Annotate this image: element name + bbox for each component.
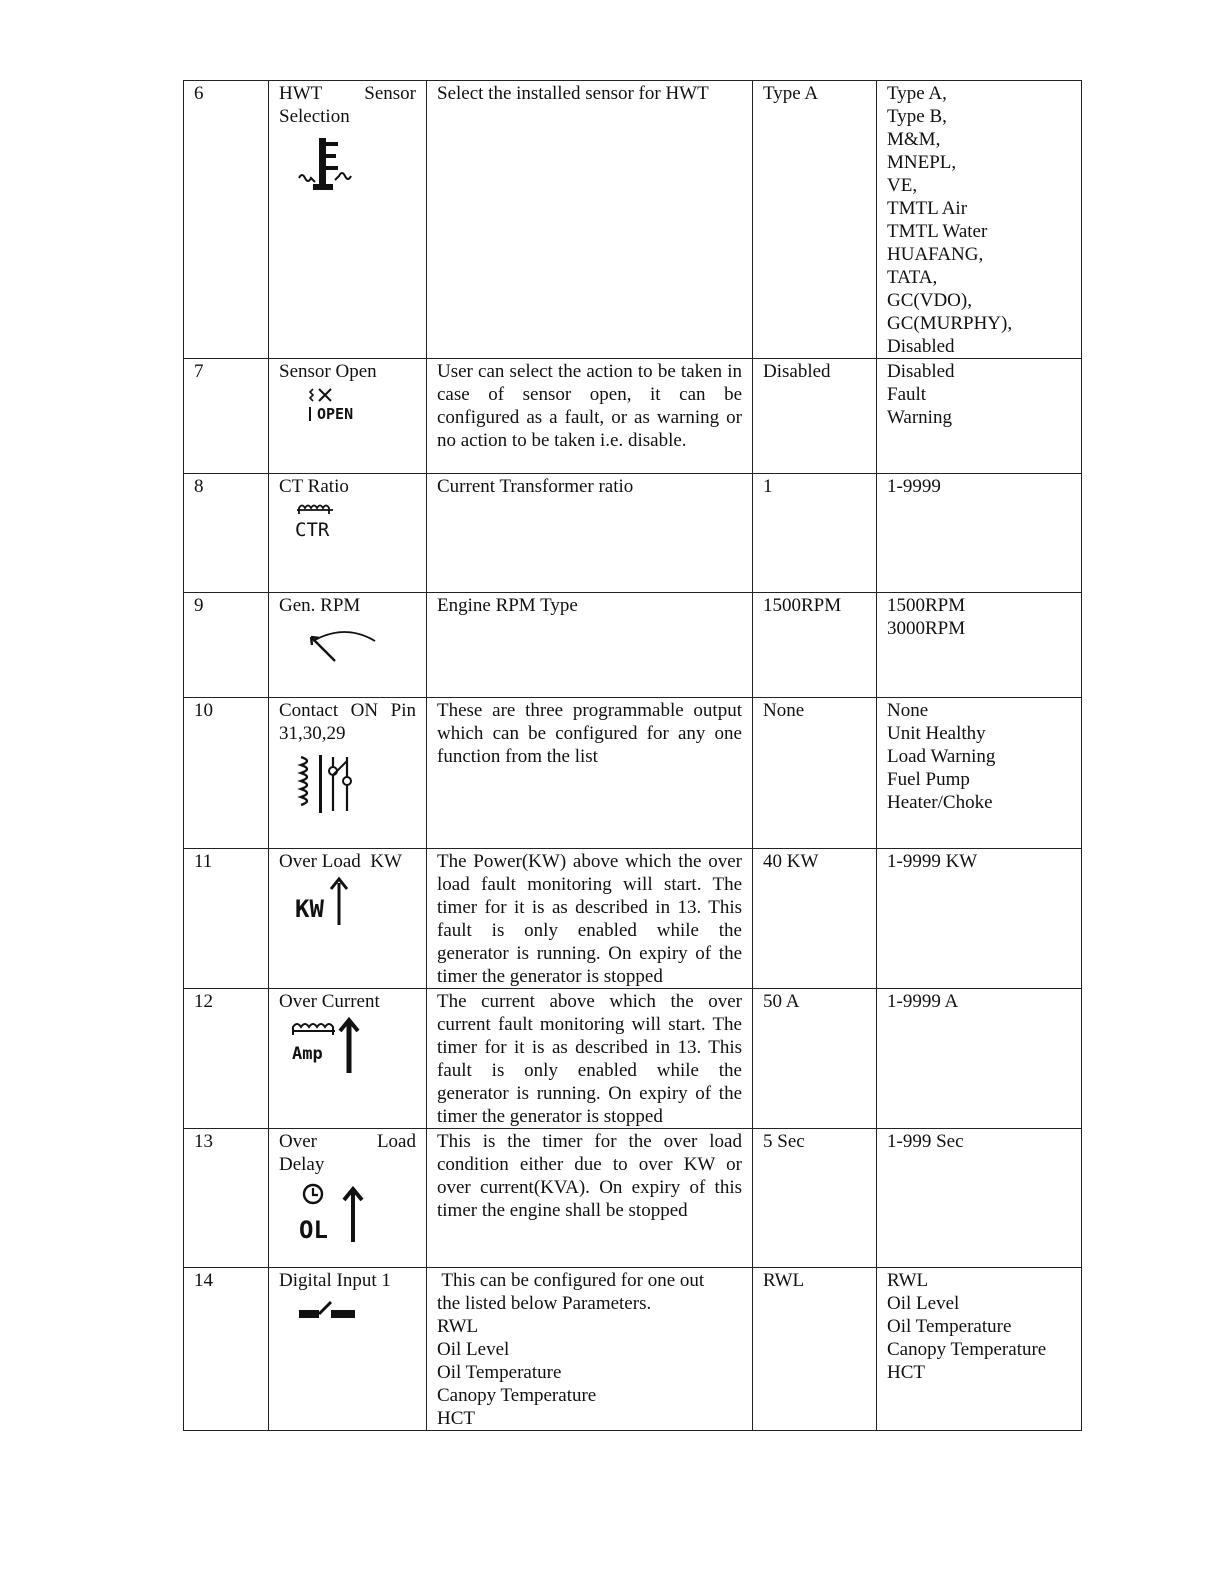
range-list: [877, 81, 1082, 359]
table-row: [184, 81, 1082, 359]
row-number: 7: [184, 359, 269, 474]
row-number: 12: [184, 989, 269, 1129]
row-number: 9: [184, 593, 269, 698]
range-list: [877, 849, 1082, 989]
parameter-cell: [269, 989, 427, 1129]
row-number: 6: [184, 81, 269, 359]
range-item: HCT: [887, 1362, 925, 1383]
icon-label: OPEN: [317, 405, 354, 423]
table-row: [184, 849, 1082, 989]
range-list: [877, 698, 1082, 849]
description: [427, 1268, 753, 1431]
range-item: TATA,: [887, 267, 938, 288]
parameter-name: Over Load: [279, 1131, 416, 1152]
description: The current above which the over current fault monitoring will start. The timer for it is as described in 13. This fault is only enabled while the generator is running. On expiry of the timer the generator is stopped: [427, 989, 753, 1129]
default-value: 50 A: [753, 989, 877, 1129]
digital-input-switch-icon: [297, 1296, 367, 1326]
description-line: Oil Temperature: [437, 1362, 562, 1383]
icon-label: Amp: [292, 1044, 323, 1064]
parameter-cell: [269, 81, 427, 359]
row-number: 13: [184, 1129, 269, 1268]
ct-ratio-icon: [293, 502, 363, 542]
kw-up-arrow-icon: [293, 875, 363, 927]
default-value: 5 Sec: [753, 1129, 877, 1268]
parameter-name: Over Load KW: [279, 851, 402, 872]
range-item: VE,: [887, 175, 918, 196]
description: The Power(KW) above which the over load fault monitoring will start. The timer for it is as described in 13. This fault is only enabled while the generator is running. On expiry of the timer the generator is stopped: [427, 849, 753, 989]
parameter-name: Gen. RPM: [279, 595, 361, 616]
parameter-cell: [269, 698, 427, 849]
range-list: [877, 593, 1082, 698]
description-line: This can be configured for one out: [437, 1270, 705, 1291]
range-item: TMTL Water: [887, 221, 988, 242]
range-item: GC(VDO),: [887, 290, 972, 311]
rpm-gauge-icon: [307, 629, 387, 669]
range-item: Type A,: [887, 83, 947, 104]
range-item: 1-9999: [887, 476, 941, 497]
table-row: [184, 698, 1082, 849]
range-item: Heater/Choke: [887, 792, 993, 813]
parameter-cell: [269, 1268, 427, 1431]
range-list: [877, 989, 1082, 1129]
relay-contact-icon: [297, 753, 367, 817]
range-item: Disabled: [887, 336, 955, 357]
default-value: RWL: [753, 1268, 877, 1431]
description: Current Transformer ratio: [427, 474, 753, 593]
range-item: 3000RPM: [887, 618, 966, 639]
icon-label: KW: [295, 895, 324, 923]
table-row: [184, 1129, 1082, 1268]
parameter-cell: [269, 1129, 427, 1268]
overload-delay-icon: [297, 1182, 377, 1244]
icon-label: CTR: [295, 519, 330, 541]
hwt-sensor-icon: [297, 134, 367, 198]
range-list: [877, 1129, 1082, 1268]
range-item: Load Warning: [887, 746, 996, 767]
description-line: the listed below Parameters.: [437, 1293, 652, 1314]
description: Select the installed sensor for HWT: [427, 81, 753, 359]
parameter-name: Sensor Open: [279, 361, 377, 382]
range-item: Unit Healthy: [887, 723, 986, 744]
range-item: 1-999 Sec: [887, 1131, 964, 1152]
range-item: Canopy Temperature: [887, 1339, 1047, 1360]
sensor-open-icon: [307, 387, 377, 423]
amp-up-arrow-icon: [291, 1015, 371, 1077]
parameter-name: Over Current: [279, 991, 380, 1012]
description-line: RWL: [437, 1316, 479, 1337]
range-item: Disabled: [887, 361, 955, 382]
description: Engine RPM Type: [427, 593, 753, 698]
parameter-name-cont: Selection: [279, 106, 350, 127]
parameter-name: HWT Sensor: [279, 83, 416, 104]
row-number: 10: [184, 698, 269, 849]
table-row: [184, 593, 1082, 698]
range-list: [877, 359, 1082, 474]
parameter-table: [183, 80, 1082, 1431]
default-value: 40 KW: [753, 849, 877, 989]
parameter-name-cont: Delay: [279, 1154, 325, 1175]
description-line: Canopy Temperature: [437, 1385, 597, 1406]
range-item: 1-9999 KW: [887, 851, 978, 872]
parameter-cell: [269, 474, 427, 593]
parameter-cell: [269, 593, 427, 698]
default-value: Type A: [753, 81, 877, 359]
table-row: [184, 1268, 1082, 1431]
parameter-name: Digital Input 1: [279, 1270, 391, 1291]
default-value: None: [753, 698, 877, 849]
default-value: Disabled: [753, 359, 877, 474]
description: These are three programmable output which can be configured for any one function from the list: [427, 698, 753, 849]
description-line: Oil Level: [437, 1339, 510, 1360]
icon-label: OL: [299, 1216, 328, 1244]
range-item: HUAFANG,: [887, 244, 984, 265]
range-item: Type B,: [887, 106, 947, 127]
range-item: RWL: [887, 1270, 929, 1291]
range-list: [877, 1268, 1082, 1431]
table-row: [184, 359, 1082, 474]
range-item: M&M,: [887, 129, 941, 150]
row-number: 14: [184, 1268, 269, 1431]
range-item: GC(MURPHY),: [887, 313, 1013, 334]
description: This is the timer for the over load condition either due to over KW or over current(KVA). On expiry of this timer the engine shall be stopped: [427, 1129, 753, 1268]
row-number: 11: [184, 849, 269, 989]
parameter-cell: [269, 849, 427, 989]
range-item: Oil Level: [887, 1293, 960, 1314]
range-item: 1-9999 A: [887, 991, 959, 1012]
parameter-name-cont: 31,30,29: [279, 723, 346, 744]
range-item: Oil Temperature: [887, 1316, 1012, 1337]
default-value: 1: [753, 474, 877, 593]
row-number: 8: [184, 474, 269, 593]
range-list: [877, 474, 1082, 593]
parameter-name: CT Ratio: [279, 476, 349, 497]
range-item: TMTL Air: [887, 198, 968, 219]
description: User can select the action to be taken in case of sensor open, it can be configured as a fault, or as warning or no action to be taken i.e. disable.: [427, 359, 753, 474]
default-value: 1500RPM: [753, 593, 877, 698]
range-item: None: [887, 700, 929, 721]
description-line: HCT: [437, 1408, 475, 1429]
parameter-cell: [269, 359, 427, 474]
range-item: Fault: [887, 384, 927, 405]
table-row: [184, 989, 1082, 1129]
parameter-name: Contact ON Pin: [279, 700, 416, 721]
range-item: Warning: [887, 407, 952, 428]
range-item: MNEPL,: [887, 152, 957, 173]
range-item: Fuel Pump: [887, 769, 970, 790]
range-item: 1500RPM: [887, 595, 966, 616]
table-row: [184, 474, 1082, 593]
